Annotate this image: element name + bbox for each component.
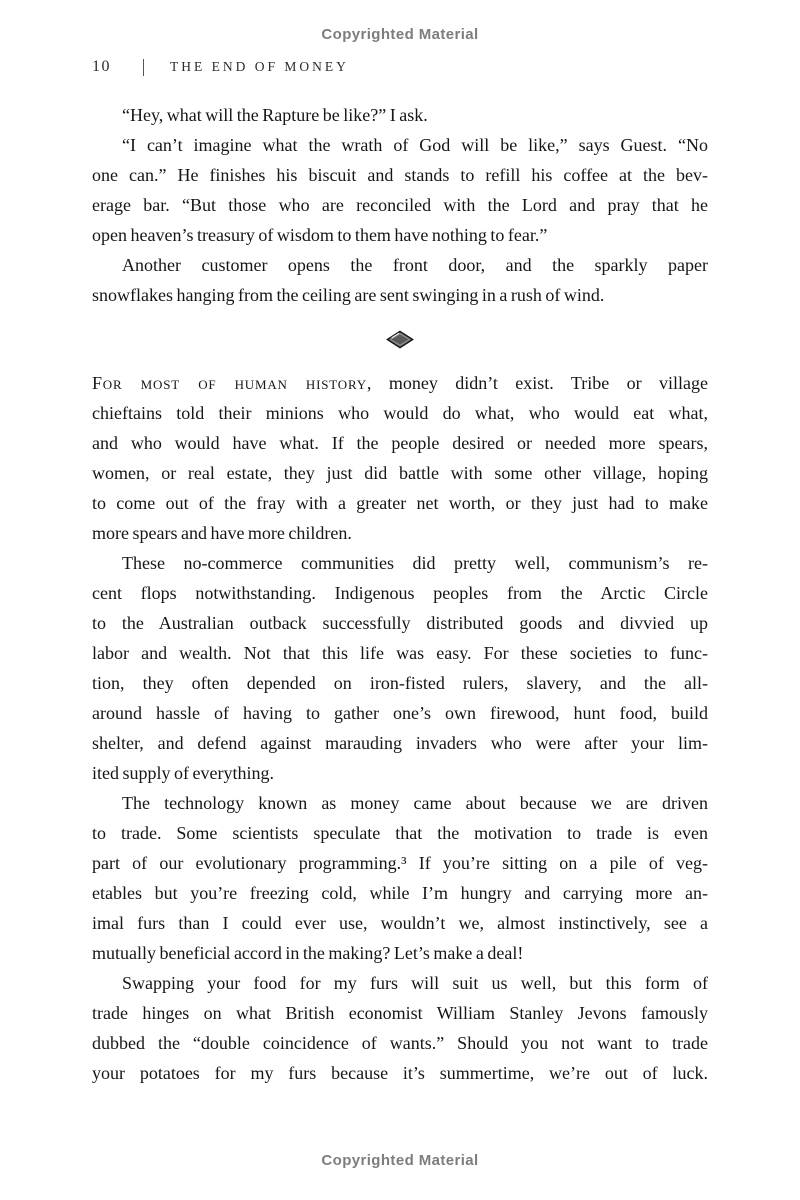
text-line: your potatoes for my furs because it’s summertime, we’re out of luck. [92,1063,708,1083]
text-line: one can.” He finishes his biscuit and stands to refill his coffee at the bev- [92,165,708,185]
text-line: etables but you’re freezing cold, while I’m hungry and carrying more an- [92,883,708,903]
text-line: The technology known as money came about because we are driven [122,793,708,813]
text-line: These no-commerce communities did pretty well, communism’s re- [122,553,708,573]
text-line: women, or real estate, they just did battle with some other village, hoping [92,463,708,483]
text-line: around hassle of having to gather one’s own firewood, hunt food, build [92,703,708,723]
text-line: to trade. Some scientists speculate that the motivation to trade is even [92,823,708,843]
text-line: part of our evolutionary programming.³ If you’re sitting on a pile of veg- [92,853,708,873]
text-line: mutually beneficial accord in the making? Let’s make a deal! [92,943,524,963]
text-line: Another customer opens the front door, and the sparkly paper [122,255,708,275]
text-line: erage bar. “But those who are reconciled with the Lord and pray that he [92,195,708,215]
section-break [92,310,708,368]
small-caps-lead: For most of human history [92,373,367,393]
text-line: to the Australian outback successfully distributed goods and divvied up [92,613,708,633]
text-line: open heaven’s treasury of wisdom to them have nothing to fear.” [92,225,548,245]
text-line: dubbed the “double coincidence of wants.” Should you not want to trade [92,1033,708,1053]
text-line: to come out of the fray with a greater net worth, or they just had to make [92,493,708,513]
text-line-rest: , money didn’t exist. Tribe or village [366,373,708,393]
running-header [92,58,708,76]
text-line: “I can’t imagine what the wrath of God will be like,” says Guest. “No [122,135,708,155]
text-line: tion, they often depended on iron-fisted rulers, slavery, and the all- [92,673,708,693]
text-line: and who would have what. If the people desired or needed more spears, [92,433,708,453]
text-line: trade hinges on what British economist William Stanley Jevons famously [92,1003,708,1023]
text-line: imal furs than I could ever use, wouldn’t we, almost instinctively, see a [92,913,708,933]
text-line: more spears and have more children. [92,523,352,543]
body-text [92,100,708,1088]
text-line [92,368,708,398]
text-line: chieftains told their minions who would do what, who would eat what, [92,403,708,423]
running-title: THE END OF MONEY [170,59,349,74]
header-divider [143,59,144,76]
text-line: cent flops notwithstanding. Indigenous peoples from the Arctic Circle [92,583,708,603]
copyright-notice-bottom: Copyrighted Material [321,1152,479,1169]
text-line: labor and wealth. Not that this life was easy. For these societies to func- [92,643,708,663]
page-number: 10 [92,58,111,75]
text-line: Swapping your food for my furs will suit us well, but this form of [122,973,708,993]
text-line: ited supply of everything. [92,763,274,783]
text-line: snowflakes hanging from the ceiling are sent swinging in a rush of wind. [92,285,605,305]
diamond-ornament-icon [386,330,414,349]
text-line: shelter, and defend against marauding invaders who were after your lim- [92,733,708,753]
text-line: “Hey, what will the Rapture be like?” I ask. [122,105,428,125]
copyright-notice-top: Copyrighted Material [321,26,479,43]
